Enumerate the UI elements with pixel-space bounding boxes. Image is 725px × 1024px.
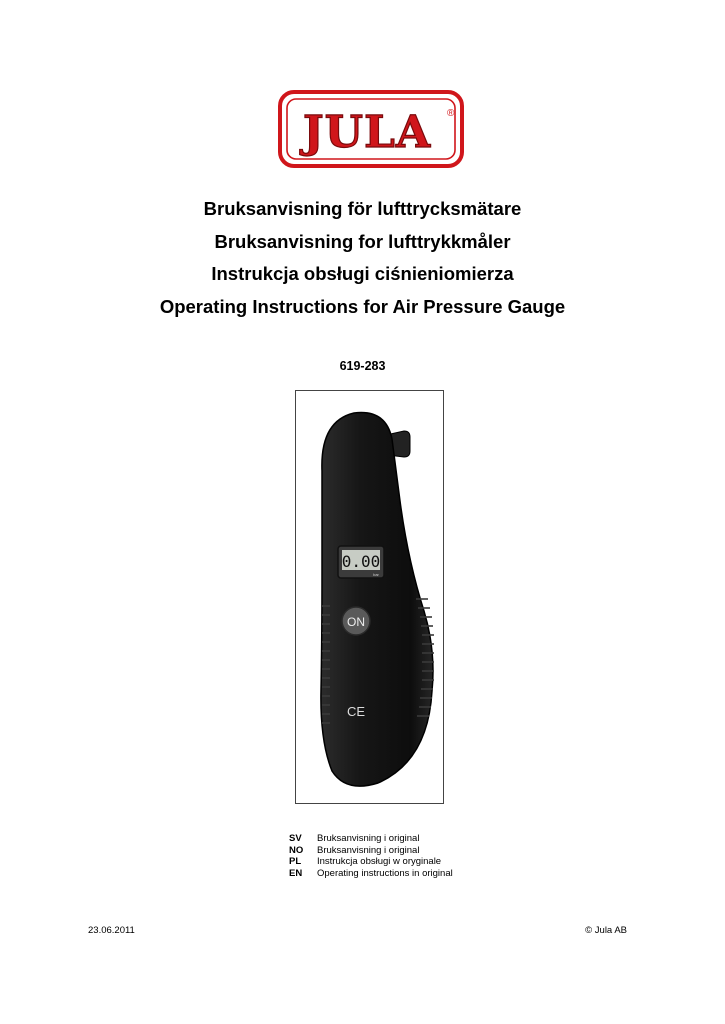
language-text: Operating instructions in original [317,867,453,879]
on-button-label: ON [347,615,365,629]
language-list [289,833,453,879]
lcd-reading: 0.00 [341,552,381,571]
jula-logo [277,89,465,169]
title-sv: Bruksanvisning för lufttrycksmätare [203,198,522,219]
footer-copyright: © Jula AB [585,925,627,936]
language-text: Bruksanvisning i original [317,833,420,844]
title-en: Operating Instructions for Air Pressure Gauge [159,295,566,317]
language-row-en [289,868,453,880]
language-code: NO [289,844,304,856]
title-pl: Instrukcja obsługi ciśnieniomierza [211,263,514,284]
ce-mark: CE [346,704,366,719]
language-text: Instrukcja obsługi w oryginale [317,856,442,867]
lcd-unit: bar [373,572,379,577]
language-row-sv [289,833,453,845]
language-code: SV [289,833,302,844]
footer-date: 23.06.2011 [88,925,135,936]
language-row-no [289,845,453,857]
language-code: EN [289,867,303,879]
article-number: 619-283 [339,359,386,373]
title-block [0,193,725,323]
language-row-pl [289,856,453,868]
title-no: Bruksanvisning for lufttrykkmåler [214,230,511,252]
product-photo [295,390,444,804]
language-text: Bruksanvisning i original [317,844,420,856]
registered-mark: ® [447,108,455,119]
logo-text: JULA [302,107,432,158]
language-code: PL [289,856,302,867]
